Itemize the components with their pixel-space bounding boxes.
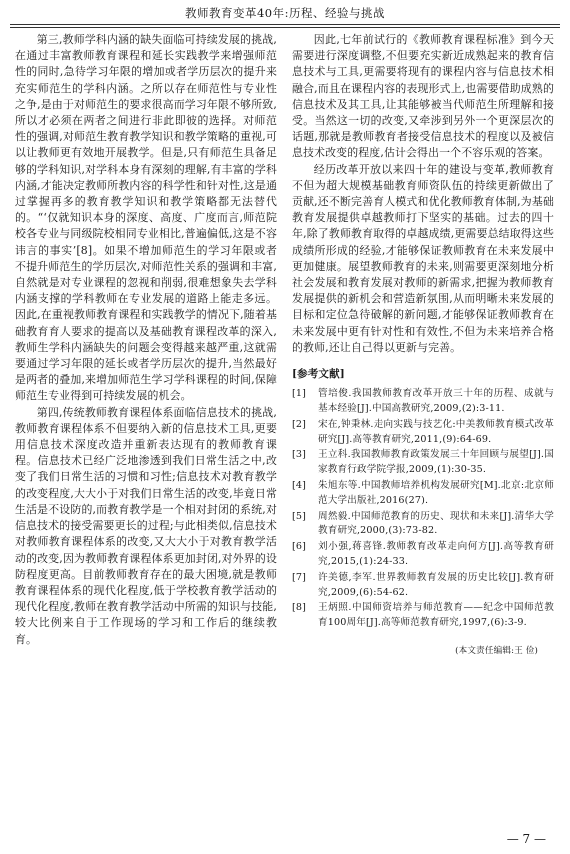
reference-text: 宋在,钟秉林.走向实践与技艺化:中美教师教育模式改革研究[J].高等教育研究,2011,(9):64-69. [318,418,554,445]
body-paragraph: 因此,七年前试行的《教师教育课程标准》到今天需要进行深度调整,不但要充实新近成熟起来的教育信息技术与工具,更需要将现有的课程内容与信息技术相融合,而且在课程内容的表现形式上,也需要借助成熟的信息技术及其工具,让其能够被当代师范生所理解和接受。当然这一切的改变,又牵涉到另外一个更深层次的话题,那就是教师教育者接受信息技术的程度以及被信息技术改变的程度,估计会得出一个不容乐观的答案。 [292,33,554,160]
reference-item [292,510,554,540]
reference-item [292,448,554,478]
reference-text: 朱旭东等.中国教师培养机构发展研究[M].北京:北京师范大学出版社,2016(27). [318,480,554,506]
page-number: — 7 — [506,832,546,846]
reference-number: [5] [292,510,307,522]
left-column [15,32,277,842]
reference-number: [4] [292,480,307,492]
reference-item [292,601,554,631]
reference-text: 许美德,李军.世界教师教育发展的历史比较[J].教育研究,2009,(6):54-62. [318,571,554,598]
body-paragraph: 第三,教师学科内涵的缺失面临可持续发展的挑战,在通过丰富教师教育课程和延长实践教学来增强师范性的同时,急待学习年限的增加或者学历层次的提升来充实师范生的学科内涵。之所以存在师范性与专业性之争,是由于对师范生的要求很高而学习年限不够所致,所以才必须在两者之间进行非此即彼的选择。对师范性的强调,对师范生教育教学知识和教学策略的重视,可以让教师更有效地开展教学。但是,只有师范生具备足够的学科知识,对学科本身有深刻的理解,有丰富的学科内涵,才能决定教师所教内容的科学性和针对性,这是通过掌握再多的教育教学知识和教学策略都无法替代的。“‘仅就知识本身的深度、高度、广度而言,师范院校各专业与同级院校相同专业相比,普遍偏低,这是不容讳言的事实’[8]。如果不增加师范生的学习年限或者不提升师范生的学历层次,对师范性关系的强调和丰富,自然就是对专业课程的忽视和削弱,很难想象失去学科内涵支撑的学科教师在专业发展的道路上能走多远。因此,在重视教师教育课程和实践教学的情况下,随着基础教育育人要求的提高以及基础教育课程改革的深入,教师生学科内涵缺失的问题会变得越来越严重,这就需要通过学习年限的延长或者学历层次的提升,当然最好是两者的叠加,来增加师范生学习学科课程的时间,保障师范生专业得到可持续发展的机会。 [15,33,277,403]
reference-number: [7] [292,571,307,583]
references-list [292,387,554,631]
body-paragraph: 第四,传统教师教育课程体系面临信息技术的挑战,教师教育课程体系不但要纳入新的信息技术工具,更要用信息技术深度改造并重新表达现有的教师教育课程。信息技术已经广泛地渗透到我们日常生活之中,改变了我们日常生活的习惯和习性;信息技术对教育教学的改变程度,大大小于对我们日常生活的改变,毕竟日常生活是不设防的,而教育教学是一个相对封闭的系统,对信息技术的接受需要更长的过程;与此相类似,信息技术对教师教育课程体系的改变,又大大小于对教育教学活动的改变,因为教师教育课程体系更加封闭,对外界的设防程度更高。目前教师教育存在的最大困境,就是教师教育课程体系的现代化程度,低于学校教育教学活动的现代化程度,教师在教育教学活动中所需的知识与技能,较大比例来自于工作现场的学习和工作后的继续教育。 [15,405,277,646]
reference-number: [6] [292,541,307,553]
reference-text: 管培俊.我国教师教育改革开放三十年的历程、成就与基本经验[J].中国高教研究,2009,(2):3-11. [318,388,554,415]
body-paragraph: 经历改革开放以来四十年的建设与变革,教师教育不但为超大规模基础教育师资队伍的持续更新做出了贡献,还不断完善育人模式和优化教师教育体制,为基础教育发展提供卓越教师打下坚实的基础。过去的四十年,除了教师教育取得的卓越成绩,更需要总结取得这些成绩所形成的经验,才能够保证教师教育在未来发展中更加健康。展望教师教育的未来,则需要更深刻地分析社会发展和教育发展对教师的新需求,把握为教师教育发展提供的新机会和营造新氛围,从而明晰未来发展的目标和定位急待破解的新问题,才能够保证教师教育在未来发展中更有针对性和有效性,不但为未来培养合格的教师,还让自己得以更新与完善。 [292,162,554,354]
reference-text: 刘小强,蒋喜锋.教师教育改革走向何方[J].高等教育研究,2015,(1):24-33. [318,541,554,568]
reference-item [292,387,554,417]
reference-number: [8] [292,602,307,614]
reference-number: [1] [292,388,307,400]
reference-text: 王立科.我国教师教育政策发展三十年回顾与展望[J].国家教育行政学院学报,2009,(1):30-35. [318,449,554,476]
reference-item [292,418,554,448]
editor-note: (本文责任编辑:王 俭) [455,646,538,657]
running-header: 教师教育变革40年:历程、经验与挑战 [184,6,385,20]
reference-text: 周然毅.中国师范教育的历史、现状和未来[J].清华大学教育研究,2000,(3):73-82. [318,510,554,537]
reference-text: 王炳照.中国师资培养与师范教育——纪念中国师范教育100周年[J].高等师范教育研究,1997,(6):3-9. [318,602,554,629]
reference-item [292,571,554,601]
reference-item [292,540,554,570]
header-rule-thin [10,27,560,28]
reference-number: [3] [292,449,307,461]
references-heading: [参考文献] [292,368,345,381]
reference-number: [2] [292,418,307,430]
header-rule [10,24,560,25]
right-column [292,32,554,832]
reference-item [292,479,554,509]
